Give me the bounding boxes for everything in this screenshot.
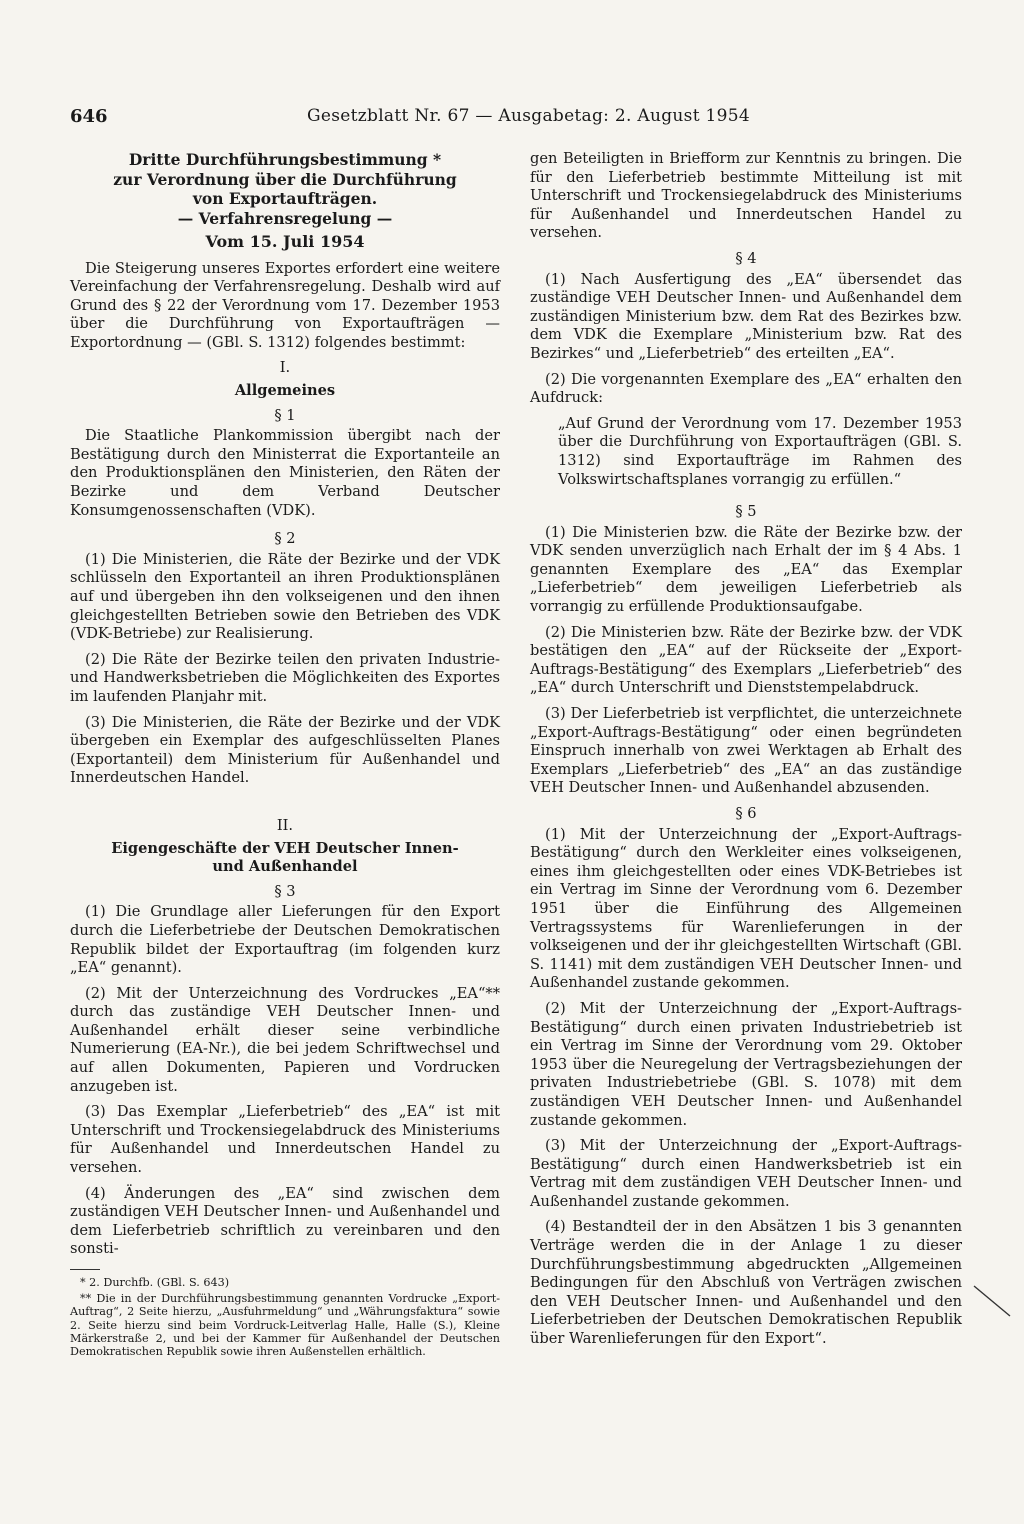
footnote: * 2. Durchfb. (GBl. S. 643) (80, 1276, 230, 1289)
paragraph: (2) Die vorgenannten Exemplare des „EA“ erhalten den Aufdruck: (530, 370, 962, 407)
paragraph: (2) Die Ministerien bzw. Räte der Bezirke bzw. der VDK bestätigen den „EA“ auf der Rückseite der „Export-Auftrags-Bestätigung“ des Exemplars „Lieferbetrieb“ des „EA“ durch Unterschrift und Dienststempelabdruck. (530, 623, 962, 697)
paragraph: (2) Die Räte der Bezirke teilen den privaten Industrie- und Handwerksbetrieben die Möglichkeiten des Exportes im laufenden Planjahr mit. (70, 650, 500, 705)
page-number: 646 (70, 106, 108, 127)
paragraph: gen Beteiligten in Briefform zur Kenntnis zu bringen. Die für den Lieferbetrieb bestimmte Mitteilung ist mit Unterschrift und Trockensiegelabdruck des Ministeriums für Außenhandel und Innerdeutschen Handel zu versehen. (530, 150, 962, 242)
page-header (70, 106, 960, 132)
section-number: § 3 (274, 882, 296, 900)
right-column (530, 150, 962, 1356)
paragraph: (1) Die Ministerien bzw. die Räte der Bezirke bzw. der VDK senden unverzüglich nach Erhalt der im § 4 Abs. 1 genannten Exemplare des „EA“ das Exemplar „Lieferbetrieb“ dem jeweiligen Lieferbetrieb als vorrangig zu erfüllende Produktionsaufgabe. (530, 523, 962, 616)
title-line: — Verfahrensregelung — (177, 208, 393, 228)
paragraph: (4) Bestandteil der in den Absätzen 1 bis 3 genannten Verträge werden die in der Anlage 1 zu dieser Durchführungsbestimmung abgedruckten „Allgemeinen Bedingungen für den Abschluß von Verträgen zwischen den VEH Deutscher Innen- und Außenhandel und den Lieferbetrieben der Deutschen Demokratischen Republik über Warenlieferungen für den Export“. (530, 1218, 962, 1348)
paragraph: (2) Mit der Unterzeichnung der „Export-Auftrags-Bestätigung“ durch einen privaten Industriebetrieb ist ein Vertrag im Sinne der Verordnung vom 29. Oktober 1953 über die Neuregelung der Vertragsbeziehungen der privaten Industriebetriebe (GBl. S. 1078) mit dem zuständigen VEH Deutscher Innen- und Außenhandel zustande gekommen. (530, 999, 962, 1129)
paragraph: (1) Nach Ausfertigung des „EA“ übersendet das zuständige VEH Deutscher Innen- und Außenhandel dem zuständigen Ministerium bzw. dem Rat des Bezirkes bzw. dem VDK die Exemplare „Ministerium bzw. Rat des Bezirkes“ und „Lieferbetrieb“ des erteilten „EA“. (530, 270, 962, 362)
section-number: § 6 (735, 805, 757, 822)
footnotes (70, 1276, 500, 1358)
section-number: § 2 (274, 530, 296, 548)
document-title (70, 150, 500, 252)
quoted-imprint: „Auf Grund der Verordnung vom 17. Dezember 1953 über die Durchführung von Exportaufträgen (GBl. S. 1312) sind Exportaufträge im Rahmen des Volkswirtschaftsplanes vorrangig zu erfüllen.“ (558, 414, 962, 488)
paragraph: (1) Die Grundlage aller Lieferungen für den Export durch die Lieferbetriebe der Deutschen Demokratischen Republik bildet der Exportauftrag (im folgenden kurz „EA“ genannt). (70, 903, 500, 977)
paragraph: (3) Mit der Unterzeichnung der „Export-Auftrags-Bestätigung“ durch einen Handwerksbetrieb ist ein Vertrag mit dem zuständigen VEH Deutscher Innen- und Außenhandel zustande gekommen. (530, 1137, 962, 1210)
paragraph: (3) Die Ministerien, die Räte der Bezirke und der VDK übergeben ein Exemplar des aufgeschlüsselten Planes (Exportanteil) dem Ministerium für Außenhandel und Innerdeutschen Handel. (70, 713, 500, 787)
title-line: Dritte Durchführungsbestimmung * (128, 150, 442, 169)
paragraph: (3) Das Exemplar „Lieferbetrieb“ des „EA“ ist mit Unterschrift und Trockensiegelabdruck des Ministeriums für Außenhandel und Innerdeutschen Handel zu versehen. (70, 1103, 500, 1177)
section-number: § 4 (735, 249, 757, 267)
part-heading: Allgemeines (234, 382, 336, 400)
footnote: ** Die in der Durchführungsbestimmung genannten Vordrucke „Export-Auftrag“, 2 Seite hierzu, „Ausfuhrmeldung“ und „Währungsfaktura“ sowie 2. Seite hierzu sind beim Vordruck-Leitverlag Halle, Halle (S.), Kleine Märkerstraße 2, und bei der Kammer für Außenhandel der Deutschen Demokratischen Republik sowie ihren Außenstellen erhältlich. (70, 1292, 500, 1359)
margin-pen-mark (970, 1282, 1020, 1322)
paragraph: Die Staatliche Plankommission übergibt nach der Bestätigung durch den Ministerrat die Exportanteile an den Produktionsplänen den Ministerien, den Räten der Bezirke und dem Verband Deutscher Konsumgenossenschaften (VDK). (70, 427, 500, 519)
title-line: zur Verordnung über die Durchführung (113, 169, 457, 189)
footnote-divider (70, 1269, 100, 1270)
paragraph: (3) Der Lieferbetrieb ist verpflichtet, die unterzeichnete „Export-Auftrags-Bestätigung“ oder einen begründeten Einspruch innerhalb von zwei Werktagen ab Erhalt des Exemplars „Lieferbetrieb“ des „EA“ an das zuständige VEH Deutscher Innen- und Außenhandel abzusenden. (530, 705, 962, 797)
section-number: § 5 (735, 503, 757, 521)
preamble: Die Steigerung unseres Exportes erfordert eine weitere Vereinfachung der Verfahrensregelung. Deshalb wird auf Grund des § 22 der Verordnung vom 17. Dezember 1953 über die Durchführung von Exportaufträgen — Exportordnung — (GBl. S. 1312) folgendes bestimmt: (70, 259, 500, 351)
paragraph: (4) Änderungen des „EA“ sind zwischen dem zuständigen VEH Deutscher Innen- und Außenhandel und dem Lieferbetrieb schriftlich zu vereinbaren und den sonsti- (70, 1184, 500, 1258)
part-number: I. (279, 359, 291, 377)
gazette-header-title: Gesetzblatt Nr. 67 — Ausgabetag: 2. August 1954 (307, 106, 751, 126)
part-heading: und Außenhandel (212, 858, 358, 876)
paragraph: (2) Mit der Unterzeichnung des Vordruckes „EA“** durch das zuständige VEH Deutscher Innen- und Außenhandel erhält dieser seine verbindliche Numerierung (EA-Nr.), die bei jedem Schriftwechsel und auf allen Dokumenten, Papieren und Vordrucken anzugeben ist. (70, 984, 500, 1095)
title-line: von Exportaufträgen. (192, 189, 378, 208)
paragraph: (1) Die Ministerien, die Räte der Bezirke und der VDK schlüsseln den Exportanteil an ihren Produktionsplänen auf und übergeben ihn den volkseigenen und den ihnen gleichgestellten Betrieben sowie den Betrieben des VDK (VDK-Betriebe) zur Realisierung. (70, 550, 500, 643)
part-number: II. (276, 816, 294, 834)
section-number: § 1 (274, 406, 296, 424)
document-date: Vom 15. Juli 1954 (205, 232, 365, 251)
left-column (70, 150, 500, 1361)
part-heading: Eigengeschäfte der VEH Deutscher Innen- (111, 839, 459, 857)
paragraph: (1) Mit der Unterzeichnung der „Export-Auftrags-Bestätigung“ durch den Werkleiter eines volkseigenen, eines ihm gleichgestellten oder eines VDK-Betriebes ist ein Vertrag im Sinne der Verordnung vom 6. Dezember 1951 über die Einführung des Allgemeinen Vertragssystems für Warenlieferungen in der volkseigenen und der ihr gleichgestellten Wirtschaft (GBl. S. 1141) mit dem zuständigen VEH Deutscher Innen- und Außenhandel zustande gekommen. (530, 825, 962, 992)
